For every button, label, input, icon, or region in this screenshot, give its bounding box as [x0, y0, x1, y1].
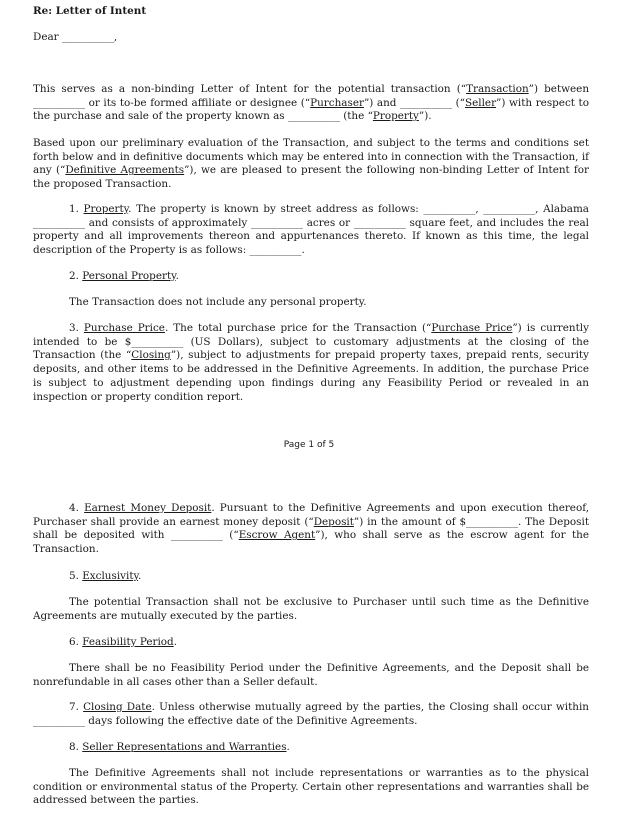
- intro-text-3: ”) and __________ (“: [363, 96, 465, 109]
- salutation: Dear __________,: [33, 31, 118, 43]
- prelim-text-2: ”), we are pleased to present the following non-binding Letter of Intent for the proposed Transaction.: [33, 164, 589, 191]
- section-text-2: ”) is currently intended to be $__________ (US Dollars), subject to customary adjustments at the closing of the Transaction (the “: [33, 322, 589, 362]
- section-title-feasibility: Feasibility Period: [82, 636, 174, 648]
- term-transaction: Transaction: [466, 83, 529, 95]
- section-seller-reps-text: The Definitive Agreements shall not include representations or warranties as to the physical condition or environmental status of the Property. Certain other representations and warranties shall be addressed between the parties.: [33, 767, 589, 807]
- section-number: 2.: [69, 270, 83, 282]
- section-title-period: .: [286, 741, 290, 753]
- prelim-text-1: Based upon our preliminary evaluation of the Transaction, and subject to the terms and conditions set forth below and in definitive documents which may be entered into in connection with the Transaction, if any (“: [33, 137, 589, 177]
- section-personal-property-text: The Transaction does not include any personal property.: [69, 296, 367, 308]
- section-exclusivity-text: The potential Transaction shall not be exclusive to Purchaser until such time as the Definitive Agreements are mutually executed by the parties.: [33, 596, 589, 622]
- term-purchaser: Purchaser: [310, 96, 364, 109]
- section-feasibility-heading: [33, 636, 589, 650]
- letter-heading: Re: Letter of Intent: [33, 5, 147, 17]
- section-purchase-price: [33, 322, 589, 404]
- section-title-purchase-price: Purchase Price: [83, 322, 165, 334]
- intro-paragraph: [33, 83, 589, 124]
- section-text: . Unless otherwise mutually agreed by the parties, the Closing shall occur within __________ days following the effective date of the Definitive Agreements.: [33, 701, 589, 727]
- section-closing-date: [33, 701, 589, 728]
- term-deposit: Deposit: [313, 515, 354, 528]
- intro-text-5: ”).: [418, 110, 432, 123]
- page-footer: Page 1 of 5: [283, 440, 335, 450]
- section-title-exclusivity: Exclusivity: [82, 570, 139, 582]
- section-text: . The property is known by street address as follows: __________, __________, Alabama __________ and consists of approximately __________ acres or __________ square feet, and includes the real property and all improvements thereon and appurtenances thereto. If known as this time, the legal description of the Property is as follows: __________.: [33, 203, 589, 257]
- section-number: 8.: [69, 741, 83, 753]
- section-text-2: ”) in the amount of $__________. The Deposit shall be deposited with __________ (“: [33, 515, 589, 542]
- preliminary-paragraph: [33, 137, 589, 192]
- section-title-period: .: [138, 570, 142, 582]
- section-number: 4.: [69, 502, 85, 514]
- section-text-3: ”), who shall serve as the escrow agent for the Transaction.: [33, 529, 590, 556]
- section-title-closing-date: Closing Date: [83, 701, 152, 713]
- intro-text-2: ”) between __________ or its to-be formed affiliate or designee (“: [33, 83, 590, 109]
- section-number: 1.: [69, 203, 84, 215]
- intro-text-1: This serves as a non-binding Letter of Intent for the potential transaction (“: [33, 83, 467, 95]
- intro-text-4: ”) with respect to the purchase and sale of the property known as __________ (the “: [33, 96, 589, 123]
- section-feasibility-text: There shall be no Feasibility Period under the Definitive Agreements, and the Deposit shall be nonrefundable in all cases other than a Seller default.: [33, 662, 589, 688]
- section-title-earnest-money: Earnest Money Deposit: [84, 502, 212, 514]
- section-number: 5.: [69, 570, 83, 582]
- section-exclusivity-heading: [33, 570, 589, 584]
- section-personal-property-heading: [33, 270, 589, 284]
- section-text-1: . Pursuant to the Definitive Agreements and upon execution thereof, Purchaser shall provide an earnest money deposit (“: [33, 502, 589, 528]
- term-definitive-agreements: Definitive Agreements: [65, 164, 185, 177]
- section-seller-reps-heading: [33, 741, 589, 755]
- section-property: [33, 203, 589, 258]
- section-text-3: ”), subject to adjustments for prepaid property taxes, prepaid rents, security deposits, and other items to be addressed in the Definitive Agreements. In addition, the purchase Price is subject to adjustment depending upon findings during any Feasibility Period or revealed in an inspection or property condition report.: [33, 349, 589, 403]
- section-title-period: .: [173, 636, 178, 648]
- term-escrow-agent: Escrow Agent: [238, 529, 316, 542]
- section-title-property: Property: [83, 203, 129, 215]
- section-number: 7.: [69, 701, 84, 713]
- section-title-seller-reps: Seller Representations and Warranties: [82, 741, 287, 753]
- term-seller: Seller: [465, 96, 497, 109]
- section-number: 3.: [69, 322, 84, 334]
- section-title-period: .: [175, 270, 179, 282]
- term-closing: Closing: [131, 349, 171, 362]
- term-purchase-price: Purchase Price: [431, 322, 513, 334]
- term-property: Property: [372, 110, 419, 123]
- section-text-1: . The total purchase price for the Transaction (“: [164, 322, 432, 334]
- section-title-personal-property: Personal Property: [82, 270, 176, 282]
- section-number: 6.: [69, 636, 83, 648]
- section-earnest-money: [33, 502, 589, 557]
